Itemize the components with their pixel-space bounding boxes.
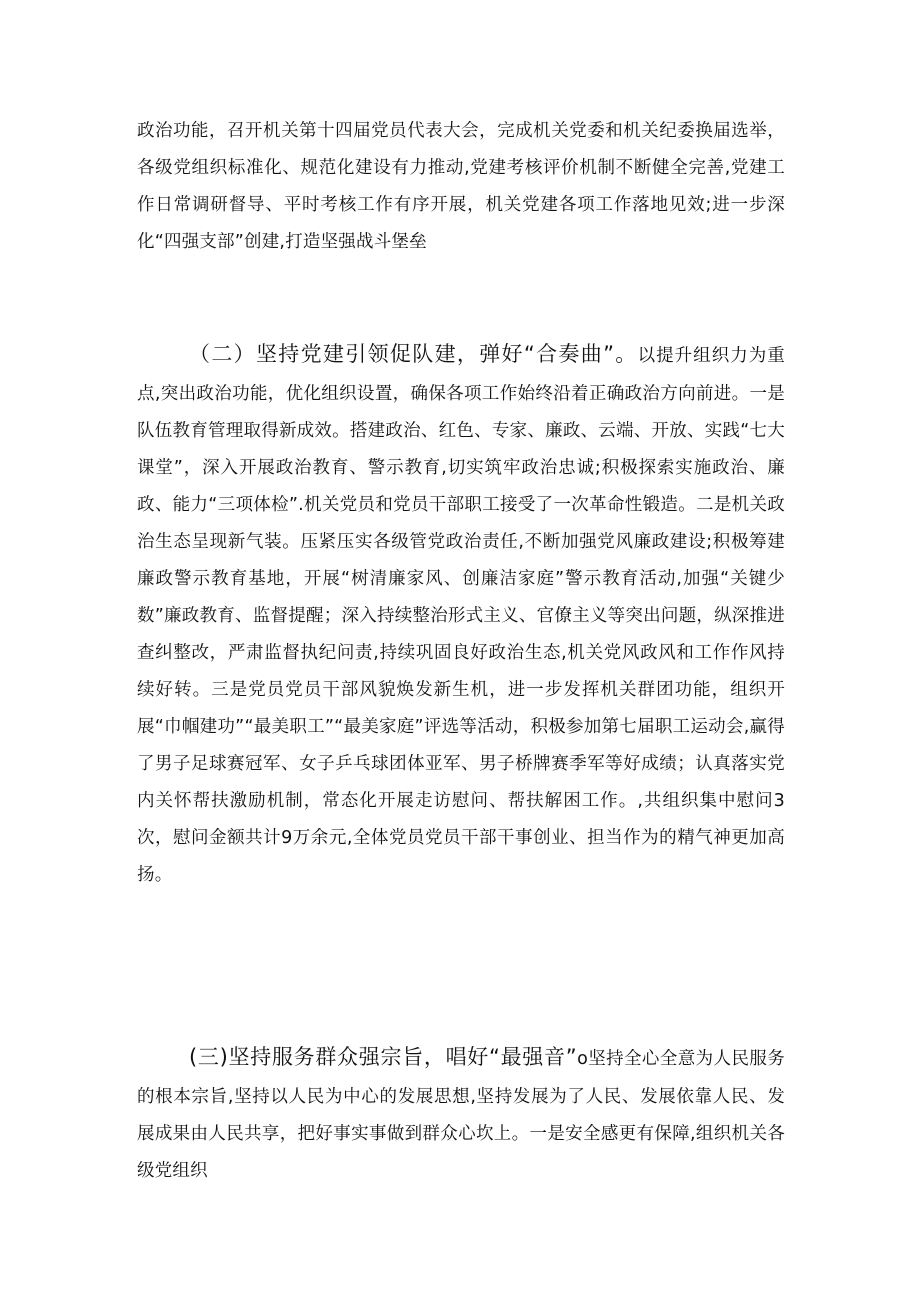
paragraph-1-text: 政治功能，召开机关第十四届党员代表大会，完成机关党委和机关纪委换届选举，各级党组织标准化、规范化建设有力推动,党建考核评价机制不断健全完善,党建工作日常调研督导、平时考核工作有序开展，机关党建各项工作落地见效;进一步深化“四强支部”创建,打造坚强战斗堡垒 (137, 121, 785, 252)
paragraph-3-text: o坚持全心全意为人民服务的根本宗旨,坚持以人民为中心的发展思想,坚持发展为了人民、发展依靠人民、发展成果由人民共享，把好事实事做到群众心坎上。一是安全感更有保障,组织机关各级党组织 (137, 1049, 785, 1181)
section-heading-2: （二）坚持党建引领促队建，弹好“合奏曲”。 (189, 342, 638, 366)
section-heading-3: (三)坚持服务群众强宗旨，唱好“最强音” (189, 1045, 578, 1069)
paragraph-2 (137, 332, 785, 894)
paragraph-3 (137, 1035, 785, 1190)
paragraph-1 (137, 113, 785, 261)
paragraph-2-text: 以提升组织力为重点,突出政治功能，优化组织设置，确保各项工作始终沿着正确政治方向前进。一是队伍教育管理取得新成效。搭建政治、红色、专家、廉政、云端、开放、实践“七大课堂”，深入开展政治教育、警示教育,切实筑牢政治忠诚;积极探索实施政治、廉政、能力“三项体检”.机关党员和党员干部职工接受了一次革命性锻造。二是机关政治生态呈现新气装。压紧压实各级管党政治责任,不断加强党风廉政建设;积极筹建廉政警示教育基地，开展“树清廉家风、创廉洁家庭”警示教育活动,加强“关键少数”廉政教育、监督提醒；深入持续整治形式主义、官僚主义等突出问题，纵深推进查纠整改，严肃监督执纪问责,持续巩固良好政治生态,机关党风政风和工作作风持续好转。三是党员党员干部风貌焕发新生机，进一步发挥机关群团功能，组织开展“巾帼建功”“最美职工”“最美家庭”评选等活动，积极参加第七届职工运动会,赢得了男子足球赛冠军、女子乒乓球团体亚军、男子桥牌赛季军等好成绩；认真落实党内关怀帮扶激励机制，常态化开展走访慰问、帮扶解困工作。,共组织集中慰问3次，慰问金额共计9万余元,全体党员党员干部干事创业、担当作为的精气神更加高扬。 (137, 346, 785, 885)
